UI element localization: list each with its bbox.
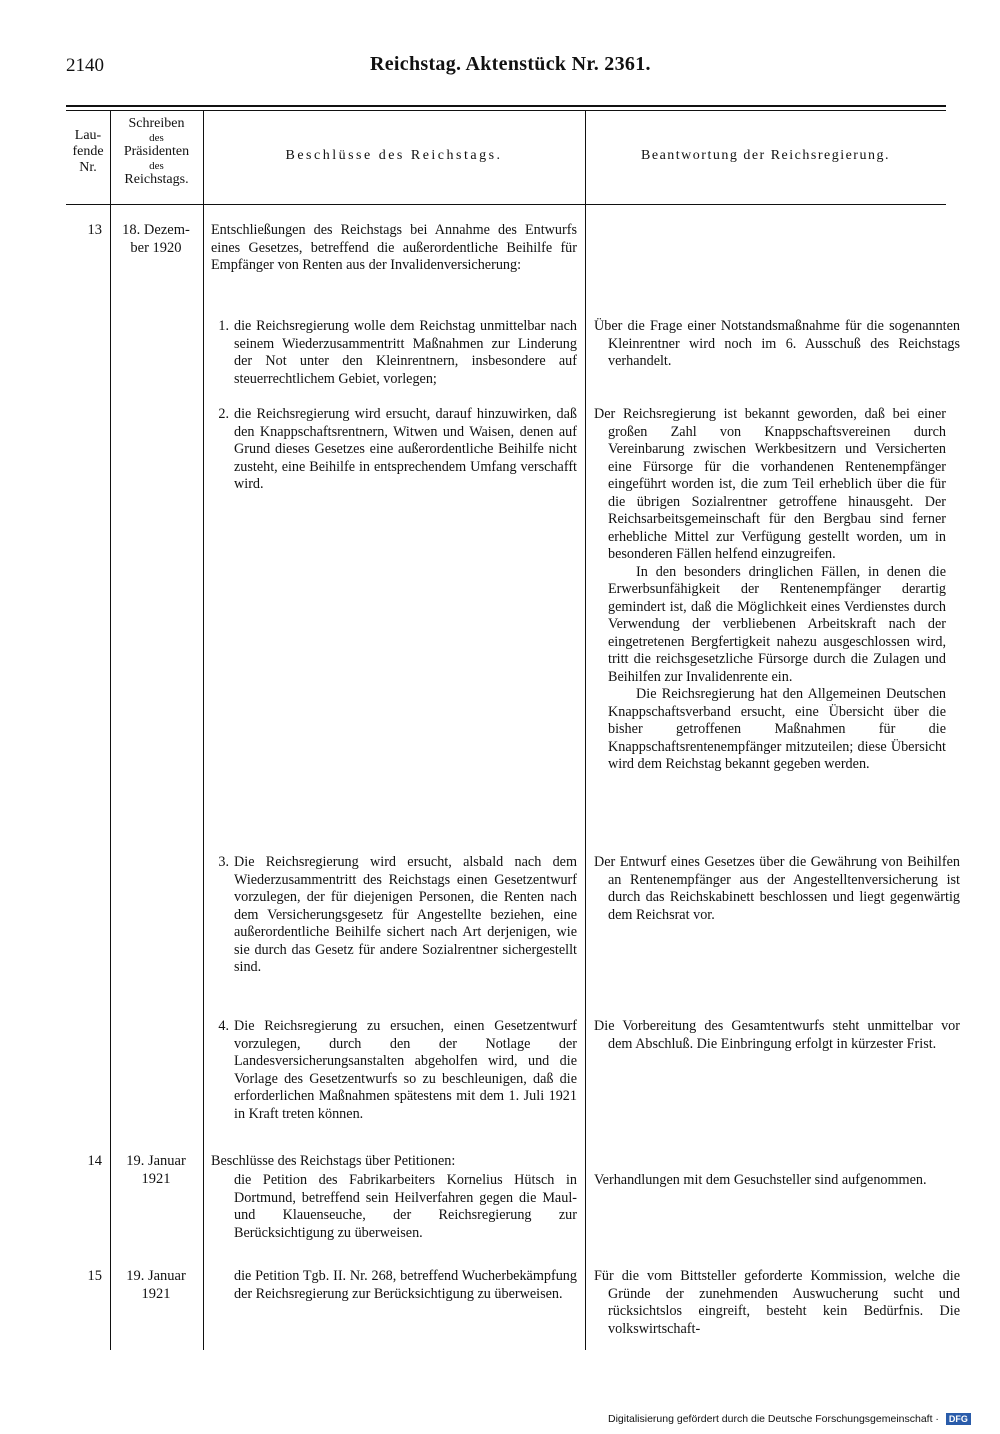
column-header-schreiben [110,116,203,188]
entry-13-item-2 [211,406,577,494]
entry-14-date-line1: 19. Januar [126,1153,186,1169]
digitization-footer [608,1413,971,1425]
entry-15-date [110,1268,202,1303]
item-1-text: die Reichsregierung wolle dem Reichstag unmittelbar nach seinem Wiederzusammentritt Maßnahmen zur Linderung der Not unter den Kleinrentnern, insbesondere auf steuerrechtlichem Gebiet, vorlegen; [234,318,577,387]
top-rule-thin [66,110,946,111]
item-4-text: Die Reichsregierung zu ersuchen, einen Gesetzentwurf vorzulegen, durch den der Notlage der Landesversicherungsanstalten abgeholfen wird, und die Vorlage des Gesetzentwurfs so zu beschleunigen, daß die erforderlichen Maßnahmen spätestens mit dem 1. Juli 1921 in Kraft treten können. [234,1018,577,1122]
entry-13-item-1 [211,318,577,388]
column-header-nr [66,128,110,176]
entry-15-date-line1: 19. Januar [126,1268,186,1284]
item-2-num: 2. [218,406,229,422]
entry-13-item-4-answer: Die Vorbereitung des Gesamtentwurfs steht unmittelbar vor dem Abschluß. Die Einbringung erfolgt in kürzester Frist. [594,1018,960,1052]
header-lfd-line1: Lau- [74,128,102,143]
entry-15-number: 15 [87,1268,102,1284]
item-1-num: 1. [218,318,229,334]
column-divider-2 [203,110,204,1350]
header-bottom-rule [66,204,946,205]
column-divider-3 [585,110,586,1350]
header-schreiben-line5: Reichstags. [124,172,189,187]
entry-14-number: 14 [87,1153,102,1169]
entry-13-number: 13 [87,222,102,238]
entry-13-item-3 [211,854,577,977]
item-3-num: 3. [218,854,229,870]
dfg-logo-icon: DFG [946,1413,971,1425]
header-lfd-line3: Nr. [79,160,97,175]
entry-15-answer: Für die vom Bittsteller geforderte Kommission, welche die Gründe der zunehmenden Auswucherung sucht und rücksichtslos eingreift, besteht kein Bedürfnis. Die volkswirtschaft- [594,1268,960,1337]
item-2-answer-p1: Der Reichsregierung ist bekannt geworden, daß bei einer großen Zahl von Knappschaftsvereinen durch Vereinbarung zwischen Werkbesitzern und Versicherten eine Fürsorge für die vorhandenen Rentenempfänger eingeführt worden ist, die zum Teil erheblich über die für die übrigen Sozialrentner getroffene hinausgeht. Der Reichsarbeitsgemeinschaft für den Bergbau sind ferner erhebliche Mittel zur Verfügung gestellt worden, um in besonderen Fällen helfend einzugreifen. [594,406,946,562]
entry-13-date-line1: 18. Dezem- [122,222,190,238]
entry-13-date [110,222,202,257]
item-2-answer-p2: In den besonders dringlichen Fällen, in denen die Erwerbsunfähigkeit der Rentenempfänger derartig gemindert ist, daß die Möglichkeit eines Verdienstes durch Verwendung der verbliebenen Arbeitskraft nach der eingetretenen Bergfertigkeit nahezu ausgeschlossen wird, tritt die reichsgesetzliche Fürsorge durch die Zulagen und Beihilfen zur Invalidenrente ein. [608,563,946,685]
entry-13-item-4 [211,1018,577,1123]
entry-13-intro: Entschließungen des Reichstags bei Annahme des Entwurfs eines Gesetzes, betreffend die außerordentliche Beihilfe für Empfänger von Renten aus der Invalidenversicherung: [211,222,577,273]
entry-13-item-1-answer: Über die Frage einer Notstandsmaßnahme für die sogenannten Kleinrentner wird noch im 6. Ausschuß des Reichstags verhandelt. [594,318,960,369]
header-lfd-line2: fende [72,144,104,159]
header-schreiben-line2: des [149,132,164,144]
entry-13-item-2-answer [594,406,946,774]
header-schreiben-line1: Schreiben [128,116,185,131]
entry-14-text: die Petition des Fabrikarbeiters Kornelius Hütsch in Dortmund, betreffend sein Heilverfahren gegen die Maul- und Klauenseuche, der Reichsregierung zur Berücksichtigung zu überweisen. [234,1172,577,1241]
entry-14-date [110,1153,202,1188]
item-2-answer-p3: Die Reichsregierung hat den Allgemeinen Deutschen Knappschaftsverband ersucht, eine Übersicht über die bisher getroffenen Maßnahmen für die Knappschaftsrentenempfänger mitzuteilen; diese Übersicht wird dem Reichstag bekannt gegeben werden. [608,686,946,772]
entry-14-intro: Beschlüsse des Reichstags über Petitionen: [211,1153,456,1169]
entry-13-item-3-answer: Der Entwurf eines Gesetzes über die Gewährung von Beihilfen an Rentenempfänger aus der Angestelltenversicherung ist durch das Reichskabinett beschlossen und liegt gegenwärtig dem Reichsrat vor. [594,854,960,923]
entry-15-text: die Petition Tgb. II. Nr. 268, betreffend Wucherbekämpfung der Reichsregierung zur Berücksichtigung zu überweisen. [234,1268,577,1302]
page-header [0,50,1000,82]
header-schreiben-line3: Präsidenten [123,144,190,159]
top-rule-thick [66,105,946,107]
entry-14-date-line2: 1921 [141,1170,171,1187]
entry-13-date-line2: ber 1920 [130,239,182,256]
page-title: Reichstag. Aktenstück Nr. 2361. [370,53,651,75]
page-number: 2140 [66,55,104,76]
item-4-num: 4. [218,1018,229,1034]
item-2-text: die Reichsregierung wird ersucht, darauf hinzuwirken, daß den Knappschaftsrentnern, Witwen und Waisen, denen auf Grund dieses Gesetzes eine außerordentliche Beihilfe nicht zusteht, eine Beihilfe in entsprechendem Umfang verschafft wird. [234,406,577,492]
entry-14-answer: Verhandlungen mit dem Gesuchsteller sind aufgenommen. [594,1172,927,1188]
footer-text: Digitalisierung gefördert durch die Deutsche Forschungsgemeinschaft · [608,1413,939,1425]
item-3-text: Die Reichsregierung wird ersucht, alsbald nach dem Wiederzusammentritt des Reichstags einen Gesetzentwurf vorzulegen, der für diejenigen Personen, die Renten nach dem Versicherungsgesetz für Angestellte beziehen, eine außerordentliche Beihilfe sichert nach Art derjenigen, wie sie durch das Gesetz für andere Sozialrentner sichergestellt sind. [234,854,577,975]
entry-15-date-line2: 1921 [141,1285,171,1302]
column-header-beschluesse: Beschlüsse des Reichstags. [285,148,503,163]
header-schreiben-line4: des [149,160,164,172]
column-header-beantwortung: Beantwortung der Reichsregierung. [641,148,890,163]
